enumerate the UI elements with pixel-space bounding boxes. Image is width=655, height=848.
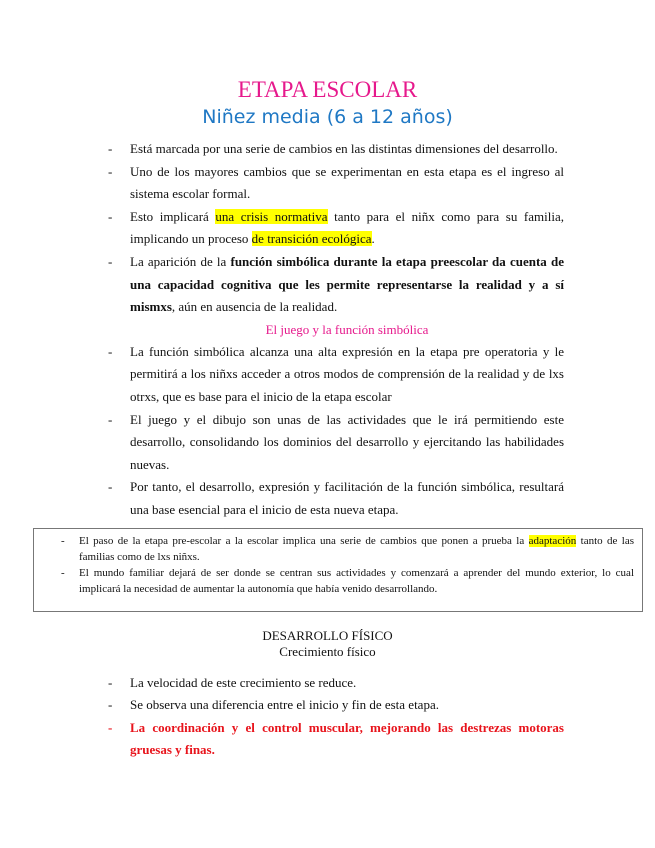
list-item xyxy=(108,694,564,717)
bullet-dash: - xyxy=(108,674,113,690)
bullet-dash: - xyxy=(108,253,113,269)
highlighted-text: una crisis normativa xyxy=(215,208,328,224)
bullet-dash: - xyxy=(108,479,113,495)
bold-text: función simbólica durante la etapa preescolar da cuenta de una capacidad cognitiva que les permite representarse la realidad y a sí mismxs xyxy=(130,253,564,315)
list-item xyxy=(108,138,564,161)
bullet-list-physical xyxy=(108,672,564,762)
list-item xyxy=(108,476,564,521)
item-text: , aún en ausencia de la realidad. xyxy=(171,299,338,315)
list-item xyxy=(108,717,564,762)
item-text: El mundo familiar dejará de ser donde se centran sus actividades y comenzará a aprender del mundo exterior, lo cual implicará la necesidad de aumentar la autonomía que había venido desarrollando. xyxy=(79,566,634,595)
list-item xyxy=(108,409,564,477)
section-heading: DESARROLLO FÍSICO xyxy=(262,627,393,643)
bullet-dash: - xyxy=(61,534,65,547)
summary-box xyxy=(33,528,643,612)
bullet-dash: - xyxy=(108,343,113,359)
bullet-dash: - xyxy=(108,208,113,224)
item-text: tanto de las familias como de lxs niñxs. xyxy=(79,534,634,563)
list-item xyxy=(108,672,564,695)
list-item xyxy=(108,206,564,251)
item-text: Esto implicará xyxy=(130,208,216,224)
item-text: La coordinación y el control muscular, mejorando las destrezas motoras gruesas y finas. xyxy=(130,719,564,758)
section-title: El juego y la función simbólica xyxy=(265,321,429,337)
item-text: La función simbólica alcanza una alta expresión en la etapa pre operatoria y le permitirá a los niñxs acceder a otros modos de comprensión de la realidad y de lxs otrxs, que es base para el inicio de la etapa escolar xyxy=(130,343,564,404)
bullet-dash: - xyxy=(108,697,113,713)
item-text: Uno de los mayores cambios que se experimentan en esta etapa es el ingreso al sistema escolar formal. xyxy=(130,163,564,202)
item-text: Por tanto, el desarrollo, expresión y facilitación de la función simbólica, resultará una base esencial para el inicio de esta nueva etapa. xyxy=(130,479,564,517)
highlighted-text: adaptación xyxy=(528,534,577,547)
item-text: El paso de la etapa pre-escolar a la escolar implica una serie de cambios que ponen a prueba la xyxy=(79,534,529,547)
list-item xyxy=(108,341,564,409)
item-text: Se observa una diferencia entre el inicio y fin de esta etapa. xyxy=(130,697,439,713)
section-subheading: Crecimiento físico xyxy=(279,643,376,659)
item-text: La aparición de la xyxy=(130,253,231,269)
list-item xyxy=(34,565,642,597)
bullet-dash: - xyxy=(108,719,113,735)
item-text: El juego y el dibujo son unas de las actividades que le irá permitiendo este desarrollo, consolidando los dominios del desarrollo y ejercitando las habilidades nuevas. xyxy=(130,411,564,472)
bullet-dash: - xyxy=(61,566,65,579)
bullet-dash: - xyxy=(108,411,113,427)
bullet-dash: - xyxy=(108,141,113,156)
item-text: . xyxy=(371,231,375,247)
highlighted-text: de transición ecológica xyxy=(251,231,372,247)
bullet-dash: - xyxy=(108,163,113,179)
page-title: ETAPA ESCOLAR xyxy=(237,77,418,102)
bullet-list-intro xyxy=(108,138,564,522)
list-item xyxy=(34,533,642,565)
item-text: La velocidad de este crecimiento se reduce. xyxy=(130,674,357,690)
list-item xyxy=(108,161,564,206)
item-text: Está marcada por una serie de cambios en las distintas dimensiones del desarrollo. xyxy=(130,141,558,156)
item-text: tanto para el niñx como para su familia, implicando un proceso xyxy=(130,208,564,247)
page-subtitle: Niñez media (6 a 12 años) xyxy=(202,106,453,128)
list-item xyxy=(108,251,564,319)
